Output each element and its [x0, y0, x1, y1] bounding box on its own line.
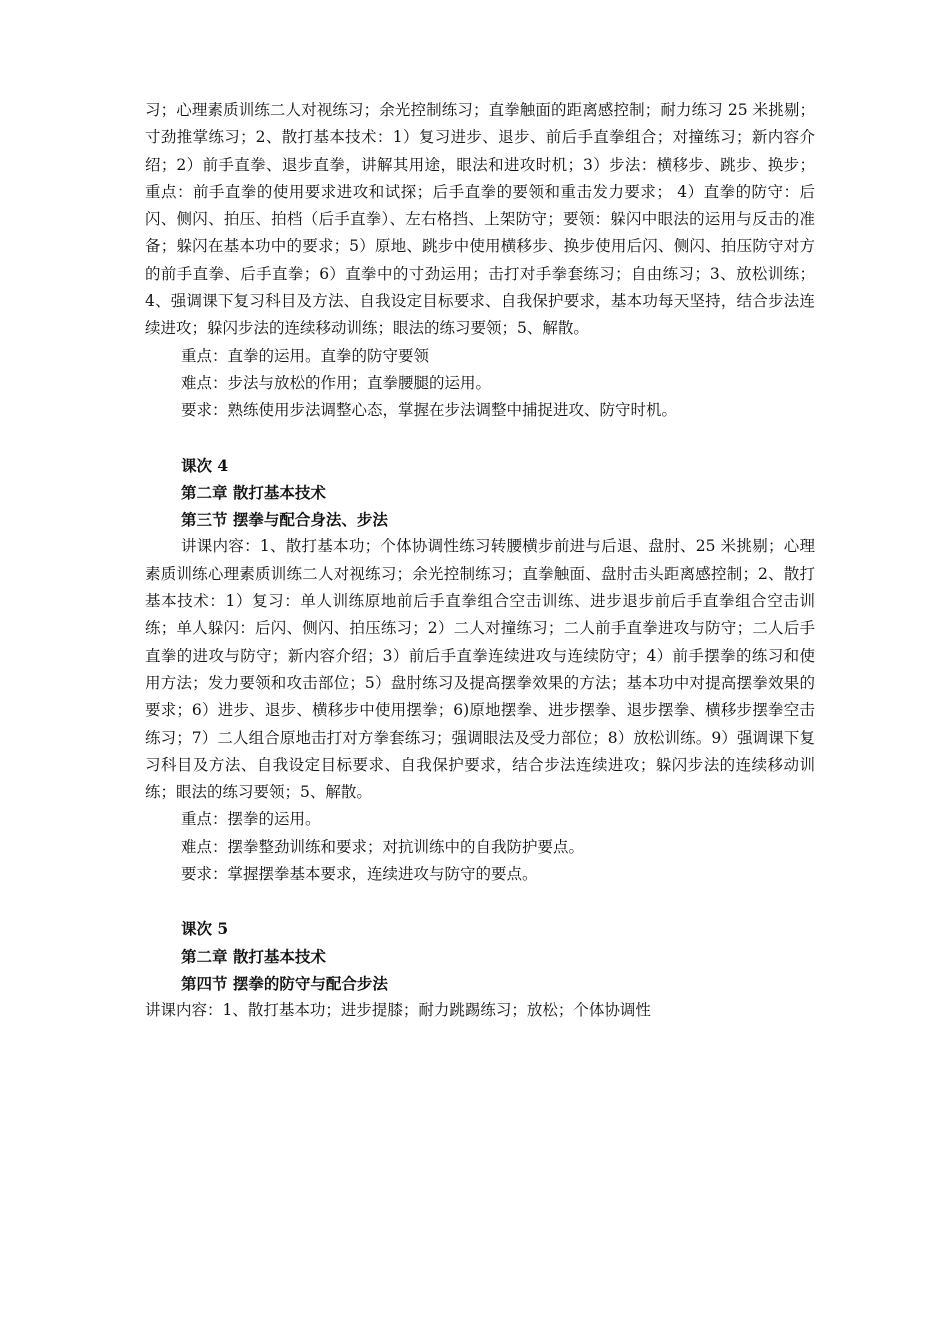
- lesson4-key-point: 重点：摆拳的运用。: [181, 810, 321, 829]
- lesson4-chapter: 第二章 散打基本技术: [181, 482, 326, 502]
- spacer: [145, 888, 815, 915]
- lesson4-content: 讲课内容：1、散打基本功；个体协调性练习转腰横步前进与后退、盘肘、25 米挑剔；心理素质训练心理素质训练二人对视练习；余光控制练习；直拳触面、盘肘击头距离感控制；2、散打基本技术：1）复习：单人训练原地前后手直拳组合空击训练、进步退步前后手直拳组合空击训练；单人躲闪：后闪、侧闪、拍压练习；2）二人对撞练习；二人前手直拳进攻与防守；二人后手直拳的进攻与防守；新内容介绍；3）前后手直拳连续进攻与连续防守；4）前手摆拳的练习和使用方法；发力要领和攻击部位；5）盘肘练习及提高摆拳效果的方法；基本功中对提高摆拳效果的要求；6）进步、退步、横移步中使用摆拳；6)原地摆拳、进步摆拳、退步摆拳、横移步摆拳空击练习；7）二人组合原地击打对方拳套练习；强调眼法及受力部位；8）放松训练。9）强调课下复习科目及方法、自我设定目标要求、自我保护要求，结合步法连续进攻；躲闪步法的连续移动训练；眼法的练习要领；5、解散。: [145, 537, 815, 802]
- lesson4-difficulty: 难点：摆拳整劲训练和要求；对抗训练中的自我防护要点。: [181, 837, 585, 856]
- lesson5-content: 讲课内容：1、散打基本功；进步提膝；耐力跳踢练习；放松；个体协调性: [145, 1001, 651, 1020]
- lesson4-number: 课次 4: [181, 455, 229, 475]
- lesson5-section: 第四节 摆拳的防守与配合步法: [181, 973, 388, 993]
- lesson4-section: 第三节 摆拳与配合身法、步法: [181, 510, 388, 530]
- lesson5-number: 课次 5: [181, 919, 229, 939]
- lesson3-requirement: 要求：熟练使用步法调整心态，掌握在步法调整中捕捉进攻、防守时机。: [181, 401, 678, 420]
- lesson5-chapter: 第二章 散打基本技术: [181, 946, 326, 966]
- spacer: [145, 425, 815, 452]
- lesson3-key-point: 重点：直拳的运用。直拳的防守要领: [181, 346, 430, 365]
- lesson3-content-continued: 习；心理素质训练二人对视练习；余光控制练习；直拳触面的距离感控制；耐力练习 25 米挑剔；寸劲推掌练习；2、散打基本技术：1）复习进步、退步、前后手直拳组合；对撞练习；新内容介绍；2）前手直拳、退步直拳，讲解其用途，眼法和进攻时机；3）步法：横移步、跳步、换步；重点：前手直拳的使用要求进攻和试探；后手直拳的要领和重击发力要求； 4）直拳的防守：后闪、侧闪、拍压、拍档（后手直拳）、左右格挡、上架防守；要领：躲闪中眼法的运用与反击的准备；躲闪在基本功中的要求；5）原地、跳步中使用横移步、换步使用后闪、侧闪、拍压防守对方的前手直拳、后手直拳；6）直拳中的寸劲运用；击打对手拳套练习；自由练习；3、放松训练；4、强调课下复习科目及方法、自我设定目标要求、自我保护要求，基本功每天坚持，结合步法连续进攻；躲闪步法的连续移动训练；眼法的练习要领；5、解散。: [145, 101, 815, 338]
- lesson4-requirement: 要求：掌握摆拳基本要求，连续进攻与防守的要点。: [181, 865, 538, 884]
- lesson3-difficulty: 难点：步法与放松的作用；直拳腰腿的运用。: [181, 373, 492, 392]
- document-page: [145, 97, 815, 1025]
